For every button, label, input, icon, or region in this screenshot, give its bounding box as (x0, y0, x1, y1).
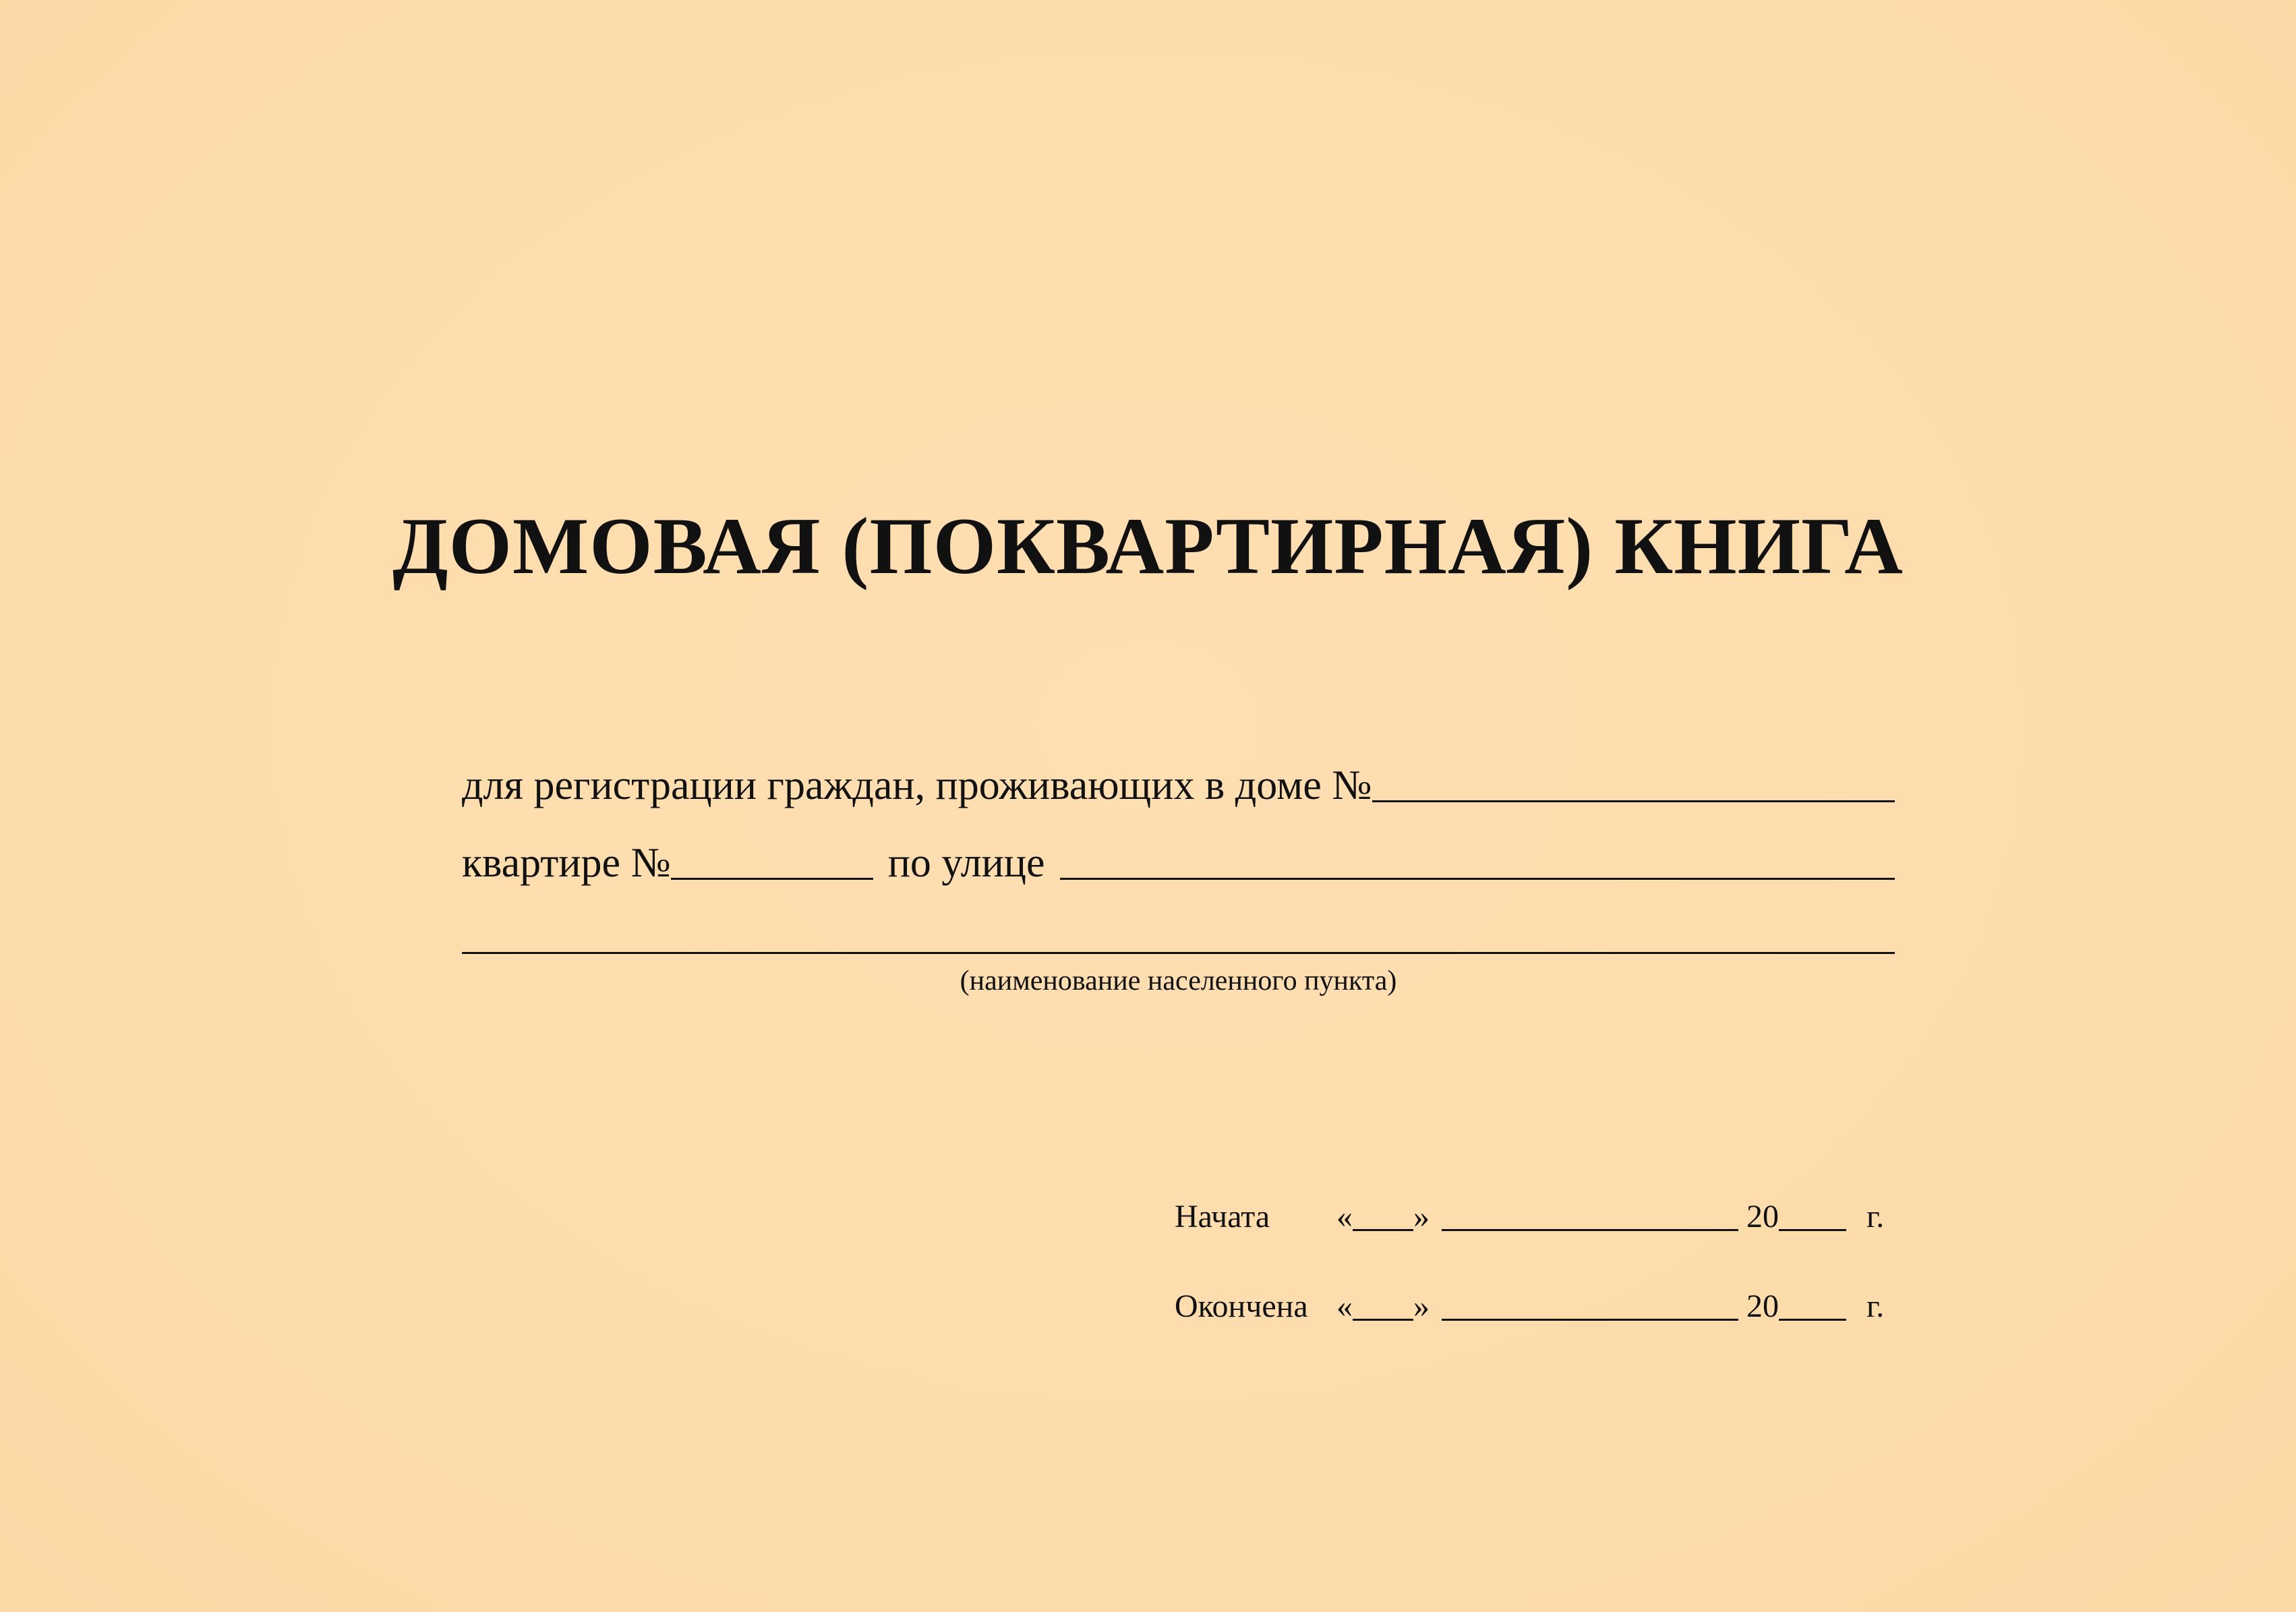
finished-day-field[interactable] (1353, 1288, 1413, 1321)
settlement-name-field[interactable] (462, 910, 1895, 954)
started-year-field[interactable] (1779, 1198, 1846, 1231)
finished-label: Окончена (1175, 1288, 1308, 1324)
apartment-number-field[interactable] (671, 836, 873, 880)
house-number-label: для регистрации граждан, проживающих в доме № (462, 763, 1372, 808)
quote-open: « (1336, 1288, 1353, 1324)
started-day-field[interactable] (1353, 1198, 1413, 1231)
finished-date-row (1175, 1273, 1903, 1327)
finished-year-suffix: г. (1866, 1288, 1885, 1324)
quote-close: » (1413, 1288, 1430, 1324)
settlement-line (462, 900, 1895, 961)
started-date-row (1175, 1183, 1903, 1237)
quote-open: « (1336, 1199, 1353, 1234)
apartment-street-line (462, 826, 1895, 887)
finished-month-field[interactable] (1442, 1288, 1738, 1321)
finished-year-prefix: 20 (1746, 1288, 1779, 1324)
apartment-number-label: квартире № (462, 840, 671, 886)
house-number-field[interactable] (1372, 758, 1895, 802)
street-field[interactable] (1060, 836, 1895, 880)
house-number-line (462, 748, 1895, 809)
started-month-field[interactable] (1442, 1198, 1738, 1231)
started-year-suffix: г. (1866, 1199, 1885, 1234)
quote-close: » (1413, 1199, 1430, 1234)
finished-year-field[interactable] (1779, 1288, 1846, 1321)
settlement-caption: (наименование населенного пункта) (960, 965, 1397, 996)
page-title: ДОМОВАЯ (ПОКВАРТИРНАЯ) КНИГА (392, 501, 1904, 591)
street-label: по улице (887, 840, 1045, 886)
started-label: Начата (1175, 1199, 1270, 1234)
started-year-prefix: 20 (1746, 1199, 1779, 1234)
